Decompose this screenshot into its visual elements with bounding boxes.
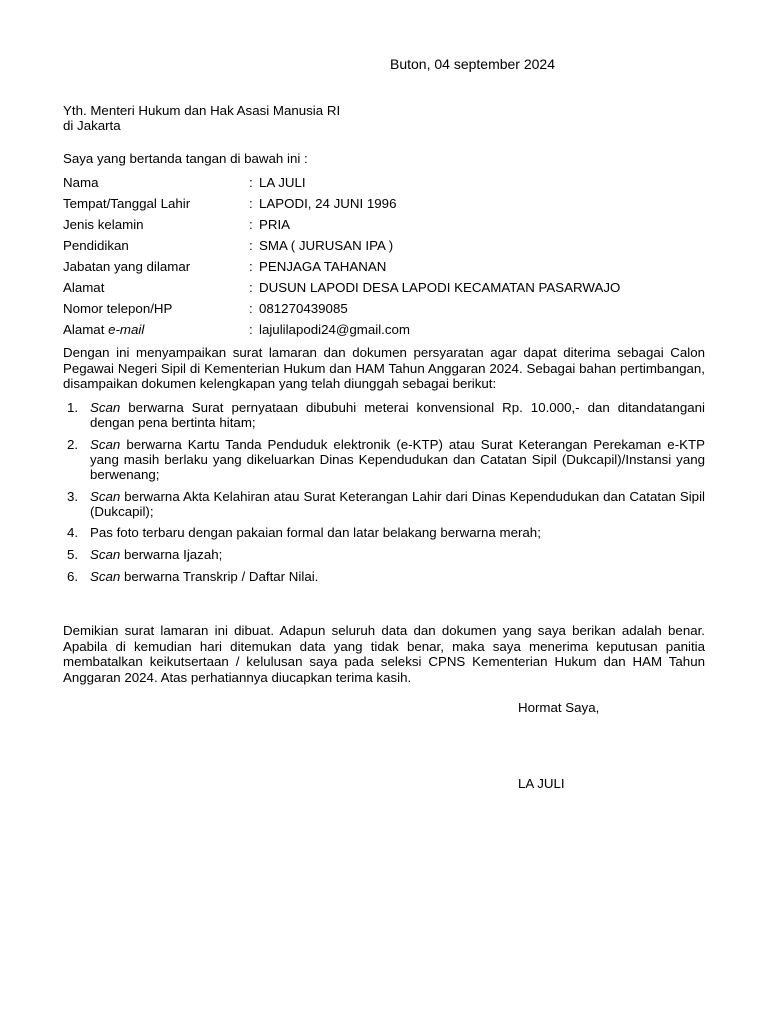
list-item-italic: Scan	[90, 489, 121, 504]
identity-label: Jabatan yang dilamar	[63, 259, 191, 274]
list-item-text: berwarna Ijazah;	[120, 547, 223, 562]
list-item-italic: Scan	[90, 569, 121, 584]
identity-separator: :	[249, 217, 253, 232]
list-item	[63, 489, 705, 525]
identity-separator: :	[249, 280, 253, 295]
list-number: 6.	[67, 569, 79, 584]
identity-separator: :	[249, 259, 253, 274]
identity-row-phone	[63, 301, 713, 322]
list-number: 3.	[67, 489, 79, 504]
identity-label: Jenis kelamin	[63, 217, 144, 232]
identity-value: PRIA	[259, 217, 291, 232]
recipient-line: Yth. Menteri Hukum dan Hak Asasi Manusia RI	[63, 103, 341, 118]
identity-table	[63, 175, 713, 343]
identity-separator: :	[249, 322, 253, 337]
identity-separator: :	[249, 196, 253, 211]
closing-salutation: Hormat Saya,	[518, 700, 600, 715]
identity-row-address	[63, 280, 713, 301]
identity-value: LAPODI, 24 JUNI 1996	[259, 196, 397, 211]
list-item-text: berwarna Transkrip / Daftar Nilai.	[120, 569, 319, 584]
list-item	[63, 525, 705, 547]
identity-label: Nomor telepon/HP	[63, 301, 173, 316]
identity-label: Tempat/Tanggal Lahir	[63, 196, 191, 211]
list-number: 4.	[67, 525, 79, 540]
identity-row-email	[63, 322, 713, 343]
list-item-italic: Scan	[90, 400, 121, 415]
identity-row-education	[63, 238, 713, 259]
identity-value: 081270439085	[259, 301, 348, 316]
identity-row-position	[63, 259, 713, 280]
recipient-city: di Jakarta	[63, 118, 121, 133]
list-item-text: berwarna Kartu Tanda Penduduk elektronik (e-KTP) atau Surat Keterangan Perekaman e-KTP yang masih berlaku yang dikeluarkan Dinas Kependudukan dan Catatan Sipil (Dukcapil)/Instansi yang berwenang;	[90, 437, 705, 482]
list-number: 5.	[67, 547, 79, 562]
intro-text: Saya yang bertanda tangan di bawah ini :	[63, 151, 308, 166]
list-item	[63, 437, 705, 489]
identity-value: LA JULI	[259, 175, 306, 190]
identity-value: lajulilapodi24@gmail.com	[259, 322, 410, 337]
list-item-italic: Scan	[90, 437, 121, 452]
identity-label	[63, 322, 144, 337]
list-item	[63, 569, 705, 591]
list-item-text: berwarna Akta Kelahiran atau Surat Keterangan Lahir dari Dinas Kependudukan dan Catatan Sipil (Dukcapil);	[90, 489, 705, 519]
list-number: 1.	[67, 400, 79, 415]
signer-name: LA JULI	[518, 776, 565, 791]
identity-value: SMA ( JURUSAN IPA )	[259, 238, 394, 253]
body-paragraph-2: Demikian surat lamaran ini dibuat. Adapun seluruh data dan dokumen yang saya berikan adalah benar. Apabila di kemudian hari ditemukan data yang tidak benar, maka saya menerima keputusan panitia membatalkan keikutsertaan / kelulusan saya pada seleksi CPNS Kementerian Hukum dan HAM Tahun Anggaran 2024. Atas perhatiannya diucapkan terima kasih.	[63, 623, 705, 685]
identity-label-prefix: Alamat	[63, 322, 109, 337]
recipient-block	[63, 103, 340, 133]
body-paragraph-1: Dengan ini menyampaikan surat lamaran dan dokumen persyaratan agar dapat diterima sebagai Calon Pegawai Negeri Sipil di Kementerian Hukum dan HAM Tahun Anggaran 2024. Sebagai bahan pertimbangan, disampaikan dokumen kelengkapan yang telah diunggah sebagai berikut:	[63, 345, 705, 391]
identity-row-gender	[63, 217, 713, 238]
identity-label: Nama	[63, 175, 99, 190]
date-line: Buton, 04 september 2024	[390, 56, 556, 72]
list-item-text: Pas foto terbaru dengan pakaian formal dan latar belakang berwarna merah;	[90, 525, 541, 540]
list-number: 2.	[67, 437, 79, 452]
identity-label-italic: e-mail	[108, 322, 145, 337]
identity-label: Alamat	[63, 280, 105, 295]
list-item	[63, 547, 705, 569]
identity-separator: :	[249, 301, 253, 316]
document-list	[63, 400, 705, 591]
identity-row-birth	[63, 196, 713, 217]
list-item-italic: Scan	[90, 547, 121, 562]
identity-value: DUSUN LAPODI DESA LAPODI KECAMATAN PASARWAJO	[259, 280, 621, 295]
identity-separator: :	[249, 238, 253, 253]
identity-row-nama	[63, 175, 713, 196]
list-item-text: berwarna Surat pernyataan dibubuhi meterai konvensional Rp. 10.000,- dan ditandatangani dengan pena bertinta hitam;	[90, 400, 705, 430]
identity-label: Pendidikan	[63, 238, 129, 253]
list-item	[63, 400, 705, 437]
identity-separator: :	[249, 175, 253, 190]
identity-value: PENJAGA TAHANAN	[259, 259, 387, 274]
